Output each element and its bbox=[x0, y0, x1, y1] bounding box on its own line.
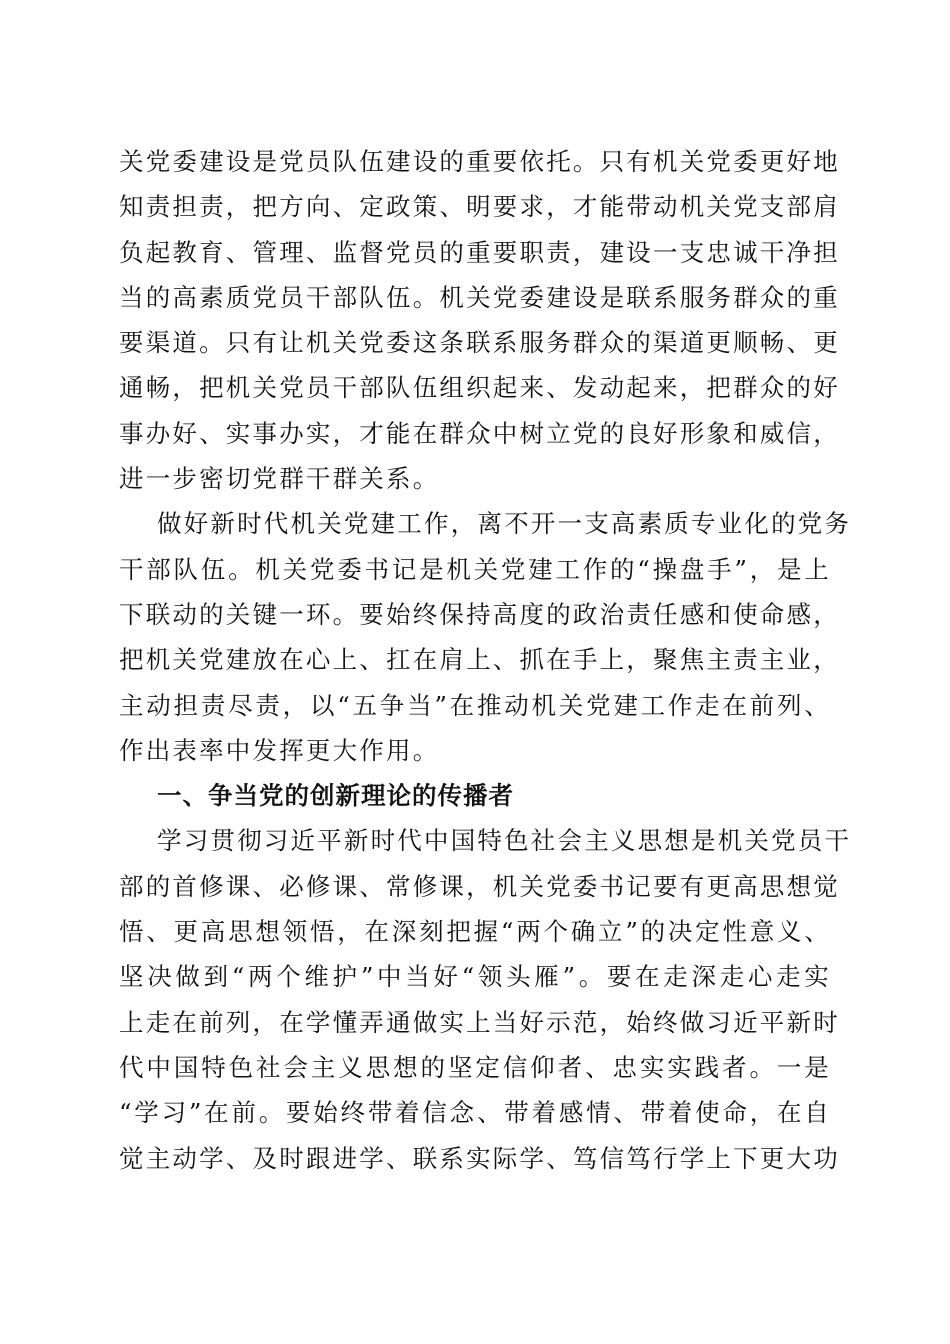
body-line: 负起教育、管理、监督党员的重要职责，建设一支忠诚干净担 bbox=[119, 237, 840, 267]
body-line: 做好新时代机关党建工作，离不开一支高素质专业化的党务 bbox=[157, 509, 852, 539]
body-line: 学习贯彻习近平新时代中国特色社会主义思想是机关党员干 bbox=[157, 826, 852, 856]
body-line: 通畅，把机关党员干部队伍组织起来、发动起来，把群众的好 bbox=[119, 373, 840, 403]
body-line: 坚决做到“两个维护”中当好“领头雁”。要在走深走心走实 bbox=[119, 962, 831, 992]
body-line: 主动担责尽责，以“五争当”在推动机关党建工作走在前列、 bbox=[119, 690, 831, 720]
body-line: 关党委建设是党员队伍建设的重要依托。只有机关党委更好地 bbox=[119, 147, 840, 176]
body-line: 代中国特色社会主义思想的坚定信仰者、忠实实践者。一是 bbox=[119, 1052, 831, 1082]
body-line: 当的高素质党员干部队伍。机关党委建设是联系服务群众的重 bbox=[119, 282, 840, 312]
section-heading: 一、争当党的创新理论的传播者 bbox=[157, 781, 514, 811]
body-line: 上走在前列，在学懂弄通做实上当好示范，始终做习近平新时 bbox=[119, 1007, 840, 1037]
body-line: 干部队伍。机关党委书记是机关党建工作的“操盘手”，是上 bbox=[119, 554, 831, 584]
body-line: 下联动的关键一环。要始终保持高度的政治责任感和使命感， bbox=[119, 599, 840, 629]
body-line: 觉主动学、及时跟进学、联系实际学、笃信笃行学上下更大功 bbox=[119, 1143, 840, 1173]
body-line: 作出表率中发挥更大作用。 bbox=[119, 735, 440, 765]
body-line: 事办好、实事办实，才能在群众中树立党的良好形象和威信， bbox=[119, 418, 840, 448]
body-line: 把机关党建放在心上、扛在肩上、抓在手上，聚焦主责主业， bbox=[119, 645, 840, 675]
body-line: 部的首修课、必修课、常修课，机关党委书记要有更高思想觉 bbox=[119, 871, 840, 901]
body-line: 悟、更高思想领悟，在深刻把握“两个确立”的决定性意义、 bbox=[119, 917, 831, 947]
document-body bbox=[119, 139, 852, 1181]
body-line: 进一步密切党群干群关系。 bbox=[119, 464, 440, 494]
body-line: 要渠道。只有让机关党委这条联系服务群众的渠道更顺畅、更 bbox=[119, 328, 840, 358]
body-line: 知责担责，把方向、定政策、明要求，才能带动机关党支部肩 bbox=[119, 192, 840, 222]
body-line: “学习”在前。要始终带着信念、带着感情、带着使命，在自 bbox=[119, 1098, 831, 1128]
